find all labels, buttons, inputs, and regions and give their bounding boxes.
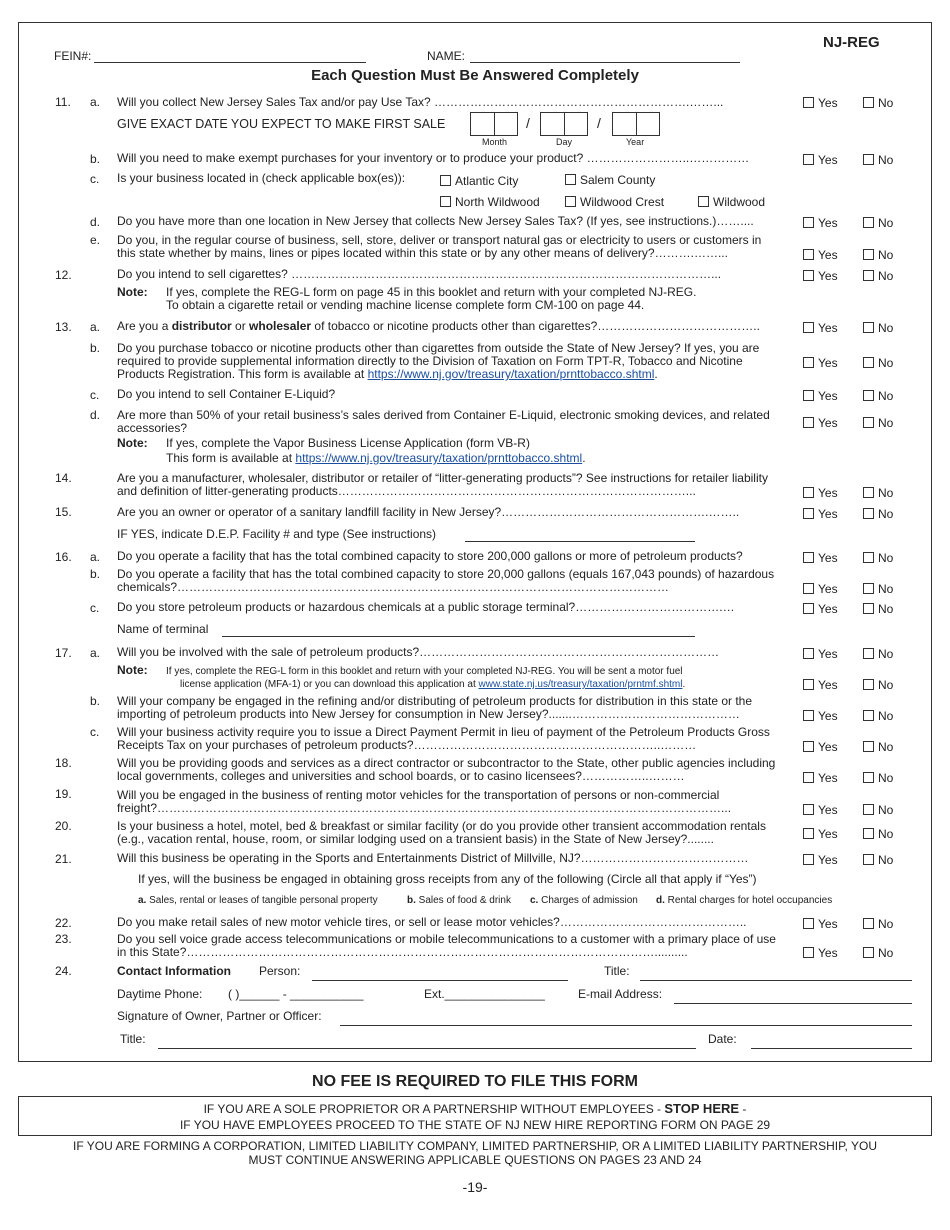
q16c-text: Do you store petroleum products or hazardous chemicals at a public storage terminal?……………………………….… — [117, 600, 735, 614]
q17b-letter: b. — [90, 694, 101, 708]
q13c-text: Do you intend to sell Container E-Liquid? — [117, 387, 336, 401]
q13-note-line2: This form is available at https://www.nj.gov/treasury/taxation/prnttobacco.shtml. — [166, 451, 586, 465]
contact-title-input[interactable] — [640, 980, 912, 981]
q20-yes[interactable]: Yes — [803, 827, 838, 841]
q17a-yesno — [803, 647, 894, 661]
checkbox-icon — [863, 508, 874, 519]
checkbox-icon — [863, 217, 874, 228]
q17c-letter: c. — [90, 725, 100, 739]
checkbox-icon — [863, 918, 874, 929]
q21-yes[interactable]: Yes — [803, 853, 838, 867]
checkbox-icon — [803, 487, 814, 498]
q13a-letter: a. — [90, 320, 101, 334]
q16c-yesno — [803, 602, 894, 616]
loc-wildwood[interactable]: Wildwood — [698, 195, 765, 209]
q17a-text: Will you be involved with the sale of petroleum products?………………………………………………………………… — [117, 645, 720, 659]
phone-label: Daytime Phone: — [117, 987, 203, 1001]
loc-atlantic-city[interactable]: Atlantic City — [440, 174, 518, 188]
q18-number: 18. — [55, 756, 72, 770]
checkbox-icon — [803, 508, 814, 519]
contact-info-label: Contact Information — [117, 964, 231, 978]
q15-yes[interactable]: Yes — [803, 507, 838, 521]
checkbox-icon — [565, 174, 576, 185]
checkbox-icon — [863, 741, 874, 752]
q11e-yes[interactable]: Yes — [803, 248, 838, 262]
q11b-letter: b. — [90, 152, 101, 166]
q11-number: 11. — [55, 95, 71, 109]
q11a-no[interactable]: No — [863, 96, 893, 110]
page-number: -19- — [462, 1179, 488, 1195]
terminal-label: Name of terminal — [117, 622, 209, 636]
q19-text: Will you be engaged in the business of renting motor vehicles for the transportation of persons or non-commercial freight?……………………………………………………………………………………………………………………………... — [117, 788, 732, 815]
q13-number: 13. — [55, 320, 72, 334]
q16b-no[interactable]: No — [863, 582, 893, 596]
year-input[interactable] — [612, 112, 660, 136]
q13a-no[interactable]: No — [863, 321, 893, 335]
checkbox-icon — [803, 357, 814, 368]
sole-proprietor-line: IF YOU ARE A SOLE PROPRIETOR OR A PARTNERSHIP WITHOUT EMPLOYEES - STOP HERE - — [203, 1101, 747, 1116]
q17b-yesno — [803, 709, 894, 723]
q13d-yesno — [803, 416, 894, 430]
vapor-link[interactable]: https://www.nj.gov/treasury/taxation/prnttobacco.shtml — [295, 451, 583, 465]
q12-yes[interactable]: Yes — [803, 269, 838, 283]
q15-number: 15. — [55, 505, 72, 519]
q15-no[interactable]: No — [863, 507, 893, 521]
ext-input[interactable]: Ext._______________ — [424, 987, 545, 1001]
q22-no[interactable]: No — [863, 917, 893, 931]
q11b-text: Will you need to make exempt purchases for your inventory or to produce your product? ……………………..…………… — [117, 151, 750, 165]
q17b-text: Will your company be engaged in the refining and/or distributing of petroleum products for distribution in this state or the importing of petroleum products into New Jersey for consumption in New Jersey?.......…………………………………… — [117, 694, 753, 721]
q13a-yes[interactable]: Yes — [803, 321, 838, 335]
q11e-text: Do you, in the regular course of business, sell, store, deliver or transport natural gas or electricity to users or customers in this state whether by mains, lines or pipes located within this state or by any other means of delivery?……….……... — [117, 233, 762, 260]
q15-yesno — [803, 507, 894, 521]
q12-note-line2: To obtain a cigarette retail or vending machine license complete form CM-100 on page 44. — [166, 298, 645, 312]
q11b-no[interactable]: No — [863, 153, 893, 167]
q17c-yes[interactable]: Yes — [803, 740, 838, 754]
loc-wildwood-crest[interactable]: Wildwood Crest — [565, 195, 664, 209]
q11a-text: Will you collect New Jersey Sales Tax and/or pay Use Tax? ……………………………………………………….……... — [117, 95, 724, 109]
year-label: Year — [626, 137, 645, 147]
q17-note-line1: If yes, complete the REG-L form in this booklet and return with your completed NJ-REG. You will be sent a motor fuel — [166, 666, 683, 677]
q16a-yes[interactable]: Yes — [803, 551, 838, 565]
q11d-text: Do you have more than one location in New Jersey that collects New Jersey Sales Tax? (If yes, see instructions.)…….... — [117, 214, 754, 228]
q17-note-yes[interactable]: Yes — [803, 678, 838, 692]
motor-fuel-link[interactable]: www.state.nj.us/treasury/taxation/prntmf.shtml — [478, 679, 683, 690]
checkbox-icon — [803, 97, 814, 108]
q16c-no[interactable]: No — [863, 602, 893, 616]
q17-note-line2: license application (MFA-1) or you can download this application at www.state.nj.us/treasury/taxation/prntmf.shtml. — [180, 679, 686, 690]
q20-yesno — [803, 827, 894, 841]
q15-text: Are you an owner or operator of a sanitary landfill facility in New Jersey?…………………………………………….…….. — [117, 505, 740, 519]
q17-note-no[interactable]: No — [863, 678, 893, 692]
q24-number: 24. — [55, 964, 72, 978]
name-input[interactable] — [470, 62, 740, 63]
q17-number: 17. — [55, 646, 72, 660]
checkbox-icon — [863, 947, 874, 958]
checkbox-icon — [863, 249, 874, 260]
dep-facility-label: IF YES, indicate D.E.P. Facility # and type (See instructions) — [117, 527, 437, 541]
checkbox-icon — [803, 648, 814, 659]
q16a-no[interactable]: No — [863, 551, 893, 565]
q11b-yesno — [803, 153, 894, 167]
q23-yes[interactable]: Yes — [803, 946, 838, 960]
checkbox-icon — [863, 583, 874, 594]
checkbox-icon — [863, 804, 874, 815]
email-input[interactable] — [674, 1003, 912, 1004]
q11e-no[interactable]: No — [863, 248, 893, 262]
q11c-letter: c. — [90, 172, 100, 186]
q13b-no[interactable]: No — [863, 356, 893, 370]
q11d-letter: d. — [90, 215, 101, 229]
q12-text: Do you intend to sell cigarettes? ……………………………………………………………………………………………... — [117, 267, 722, 281]
q11b-yes[interactable]: Yes — [803, 153, 838, 167]
q17b-no[interactable]: No — [863, 709, 893, 723]
q18-text: Will you be providing goods and services as a direct contractor or subcontractor to the State, other public agencies including local governments, colleges and universities and school boards, or to casino licensees?……………..……… — [117, 756, 776, 783]
q13a-yesno — [803, 321, 894, 335]
checkbox-icon — [803, 583, 814, 594]
q11a-letter: a. — [90, 95, 101, 109]
checkbox-icon — [863, 417, 874, 428]
checkbox-icon — [863, 603, 874, 614]
q19-number: 19. — [55, 787, 72, 801]
q21-yesno — [803, 853, 894, 867]
q13d-letter: d. — [90, 408, 101, 422]
checkbox-icon — [803, 854, 814, 865]
q17b-yes[interactable]: Yes — [803, 709, 838, 723]
checkbox-icon — [803, 270, 814, 281]
q23-number: 23. — [55, 932, 72, 946]
dep-facility-input[interactable] — [465, 541, 695, 542]
q23-no[interactable]: No — [863, 946, 893, 960]
q13b-yes[interactable]: Yes — [803, 356, 838, 370]
checkbox-icon — [863, 270, 874, 281]
checkbox-icon — [698, 196, 709, 207]
q11d-yes[interactable]: Yes — [803, 216, 838, 230]
fein-label: FEIN#: — [54, 49, 92, 63]
q21-no[interactable]: No — [863, 853, 893, 867]
day-input[interactable] — [540, 112, 588, 136]
checkbox-icon — [803, 249, 814, 260]
checkbox-icon — [803, 603, 814, 614]
date-slash: / — [526, 115, 530, 131]
q21-number: 21. — [55, 852, 72, 866]
checkbox-icon — [803, 772, 814, 783]
checkbox-icon — [803, 417, 814, 428]
q16c-yes[interactable]: Yes — [803, 602, 838, 616]
checkbox-icon — [863, 322, 874, 333]
q16b-yesno — [803, 582, 894, 596]
q16c-letter: c. — [90, 601, 100, 615]
q16b-text: Do you operate a facility that has the total combined capacity to store 20,000 gallons (equals 167,043 pounds) of hazardous chemicals?…………………………………………………………………………………………………………… — [117, 567, 775, 594]
q14-number: 14. — [55, 471, 72, 485]
q13c-yesno — [803, 389, 894, 403]
q17c-text: Will your business activity require you to issue a Direct Payment Permit in lieu of payment of the Petroleum Products Gross Receipts Tax on your purchases of petroleum products?……………………………………………………..……… — [117, 725, 770, 752]
q12-note-line1: If yes, complete the REG-L form on page 45 in this booklet and return with your completed NJ-REG. — [166, 285, 697, 299]
q18-yes[interactable]: Yes — [803, 771, 838, 785]
q11a-yes[interactable]: Yes — [803, 96, 838, 110]
q11c-text: Is your business located in (check applicable box(es)): — [117, 171, 406, 185]
checkbox-icon — [863, 357, 874, 368]
date-input[interactable] — [751, 1048, 912, 1049]
person-input[interactable] — [312, 980, 568, 981]
loc-salem-county[interactable]: Salem County — [565, 173, 655, 187]
q13c-no[interactable]: No — [863, 389, 893, 403]
email-label: E-mail Address: — [578, 987, 663, 1001]
q12-yesno — [803, 269, 894, 283]
checkbox-icon — [565, 196, 576, 207]
checkbox-icon — [803, 552, 814, 563]
signature-label: Signature of Owner, Partner or Officer: — [117, 1009, 322, 1023]
checkbox-icon — [803, 710, 814, 721]
q21-option-b[interactable]: b. Sales of food & drink — [407, 895, 511, 906]
q22-text: Do you make retail sales of new motor vehicle tires, or sell or lease motor vehicles?……………………………………….. — [117, 915, 747, 929]
q13-note-label: Note: — [117, 436, 148, 450]
q11d-yesno — [803, 216, 894, 230]
q11e-letter: e. — [90, 233, 101, 247]
q13d-no[interactable]: No — [863, 416, 893, 430]
q17-note-yesno — [803, 678, 894, 692]
day-label: Day — [556, 137, 573, 147]
q16a-text: Do you operate a facility that has the total combined capacity to store 200,000 gallons or more of petroleum products? — [117, 549, 743, 563]
q14-yes[interactable]: Yes — [803, 486, 838, 500]
page-title: Each Question Must Be Answered Completely — [311, 67, 639, 84]
checkbox-icon — [803, 741, 814, 752]
q13-note-line1: If yes, complete the Vapor Business License Application (form VB-R) — [166, 436, 530, 450]
checkbox-icon — [863, 679, 874, 690]
q22-yes[interactable]: Yes — [803, 917, 838, 931]
q20-number: 20. — [55, 819, 72, 833]
q21-option-c[interactable]: c. Charges of admission — [530, 895, 638, 906]
q22-yesno — [803, 917, 894, 931]
q17a-letter: a. — [90, 646, 101, 660]
q12-note-label: Note: — [117, 285, 148, 299]
date-label: Date: — [708, 1032, 737, 1046]
fein-input[interactable] — [94, 62, 366, 63]
q16a-letter: a. — [90, 550, 101, 564]
no-fee-heading: NO FEE IS REQUIRED TO FILE THIS FORM — [312, 1073, 638, 1090]
q20-text: Is your business a hotel, motel, bed & breakfast or similar facility (or do you provide other transient accommodation rentals (e.g., vacation rental, house, room, or similar lodging used on a transient basis) in the State of New Jersey?........ — [117, 819, 766, 846]
month-label: Month — [482, 137, 508, 147]
checkbox-icon — [803, 947, 814, 958]
q19-no[interactable]: No — [863, 803, 893, 817]
checkbox-icon — [803, 828, 814, 839]
q13d-yes[interactable]: Yes — [803, 416, 838, 430]
q13b-yesno — [803, 356, 894, 370]
q21-ifyes: If yes, will the business be engaged in obtaining gross receipts from any of the following (Circle all that apply if “Yes”) — [138, 872, 757, 886]
checkbox-icon — [803, 804, 814, 815]
q14-no[interactable]: No — [863, 486, 893, 500]
q13b-text: Do you purchase tobacco or nicotine products other than cigarettes from outside the State of New Jersey? If yes, you are required to provide supplemental information directly to the Division of Taxation on Form TPT-R, Tobacco and Nicotine Products Registration. This form is available at https://www.nj.gov/treasury/taxation/prnttobacco.shtml. — [117, 341, 760, 381]
month-input[interactable] — [470, 112, 518, 136]
q17a-no[interactable]: No — [863, 647, 893, 661]
date-slash: / — [597, 115, 601, 131]
q17a-yes[interactable]: Yes — [803, 647, 838, 661]
form-id: NJ-REG — [823, 34, 880, 51]
q18-yesno — [803, 771, 894, 785]
q11a-yesno — [803, 96, 894, 110]
new-hire-line: IF YOU HAVE EMPLOYEES PROCEED TO THE STATE OF NJ NEW HIRE REPORTING FORM ON PAGE 29 — [179, 1118, 771, 1132]
q17c-no[interactable]: No — [863, 740, 893, 754]
q22-number: 22. — [55, 916, 72, 930]
checkbox-icon — [863, 828, 874, 839]
q11e-yesno — [803, 248, 894, 262]
first-sale-label: GIVE EXACT DATE YOU EXPECT TO MAKE FIRST SALE — [117, 117, 446, 131]
q13a-text: Are you a distributor or wholesaler of tobacco or nicotine products other than cigarettes?………………………………….. — [117, 319, 760, 333]
q17-note-label: Note: — [117, 663, 148, 677]
q16-number: 16. — [55, 550, 72, 564]
q18-no[interactable]: No — [863, 771, 893, 785]
checkbox-icon — [803, 217, 814, 228]
checkbox-icon — [440, 175, 451, 186]
q16b-yes[interactable]: Yes — [803, 582, 838, 596]
q16a-yesno — [803, 551, 894, 565]
contact-title-label: Title: — [604, 964, 630, 978]
q17c-yesno — [803, 740, 894, 754]
q16b-letter: b. — [90, 567, 101, 581]
checkbox-icon — [863, 772, 874, 783]
phone-input[interactable]: ( )______ - ___________ — [228, 987, 364, 1001]
terminal-input[interactable] — [222, 636, 695, 637]
q13c-letter: c. — [90, 388, 100, 402]
checkbox-icon — [863, 854, 874, 865]
name-label: NAME: — [427, 49, 466, 63]
corporation-line2: MUST CONTINUE ANSWERING APPLICABLE QUESTIONS ON PAGES 23 AND 24 — [248, 1153, 702, 1167]
q12-number: 12. — [55, 268, 72, 282]
checkbox-icon — [863, 487, 874, 498]
q19-yes[interactable]: Yes — [803, 803, 838, 817]
q11d-no[interactable]: No — [863, 216, 893, 230]
q21-option-d[interactable]: d. Rental charges for hotel occupancies — [656, 895, 833, 906]
q19-yesno — [803, 803, 894, 817]
signature-input[interactable] — [340, 1025, 912, 1026]
checkbox-icon — [863, 154, 874, 165]
checkbox-icon — [803, 390, 814, 401]
checkbox-icon — [440, 196, 451, 207]
officer-title-label: Title: — [120, 1032, 146, 1046]
q21-option-a[interactable]: a. Sales, rental or leases of tangible personal property — [138, 895, 378, 906]
q21-text: Will this business be operating in the Sports and Entertainments District of Millville, NJ?…………………………………… — [117, 851, 749, 865]
tobacco-link[interactable]: https://www.nj.gov/treasury/taxation/prnttobacco.shtml — [367, 367, 655, 381]
checkbox-icon — [863, 390, 874, 401]
checkbox-icon — [863, 648, 874, 659]
checkbox-icon — [863, 552, 874, 563]
loc-north-wildwood[interactable]: North Wildwood — [440, 195, 540, 209]
q23-yesno — [803, 946, 894, 960]
checkbox-icon — [803, 322, 814, 333]
checkbox-icon — [863, 710, 874, 721]
q20-no[interactable]: No — [863, 827, 893, 841]
checkbox-icon — [803, 918, 814, 929]
q13b-letter: b. — [90, 341, 101, 355]
q13c-yes[interactable]: Yes — [803, 389, 838, 403]
corporation-line1: IF YOU ARE FORMING A CORPORATION, LIMITED LIABILITY COMPANY, LIMITED PARTNERSHIP, OR A LIMITED LIABILITY PARTNERSHIP, YOU — [73, 1139, 877, 1153]
q14-yesno — [803, 486, 894, 500]
q13d-text: Are more than 50% of your retail business’s sales derived from Container E-Liquid, electronic smoking devices, and related accessories? — [117, 408, 770, 435]
checkbox-icon — [803, 154, 814, 165]
officer-title-input[interactable] — [158, 1048, 696, 1049]
q14-text: Are you a manufacturer, wholesaler, distributor or retailer of “litter-generating products”? See instructions for retailer liability and definition of litter-generating products……………………………………………………………………………... — [117, 471, 768, 498]
q12-no[interactable]: No — [863, 269, 893, 283]
person-label: Person: — [259, 964, 301, 978]
checkbox-icon — [863, 97, 874, 108]
checkbox-icon — [803, 679, 814, 690]
q23-text: Do you sell voice grade access telecommunications or mobile telecommunications to a customer with a primary place of use in this State?……………………………………………………………………………………………………….......... — [117, 932, 776, 959]
